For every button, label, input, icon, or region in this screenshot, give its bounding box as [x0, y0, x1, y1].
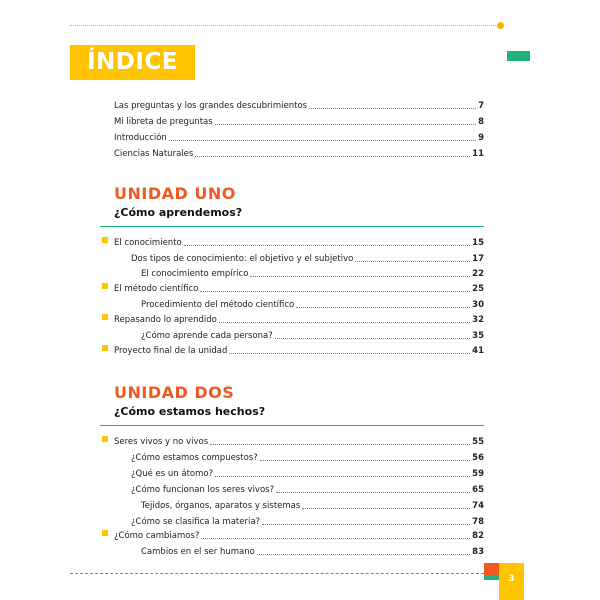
unit-one-rule [100, 226, 484, 227]
toc-entry-page: 17 [472, 254, 484, 264]
toc-subentry[interactable] [141, 265, 484, 279]
bullet-square [102, 436, 108, 442]
toc-entry-page: 22 [472, 269, 484, 279]
unit-one-subtitle: ¿Cómo aprendemos? [114, 206, 243, 219]
toc-entry[interactable] [114, 280, 484, 294]
dotted-leader [169, 140, 476, 141]
toc-subentry[interactable] [131, 465, 484, 479]
toc-entry[interactable] [114, 145, 484, 159]
toc-entry-page: 59 [472, 469, 484, 479]
toc-entry[interactable] [114, 311, 484, 325]
toc-entry-page: 25 [472, 284, 484, 294]
toc-entry-title: Ciencias Naturales [114, 149, 194, 159]
toc-entry-page: 56 [472, 453, 484, 463]
toc-subentry[interactable] [131, 449, 484, 463]
dotted-leader [276, 492, 470, 493]
dotted-leader [275, 338, 470, 339]
toc-entry-page: 41 [472, 346, 484, 356]
toc-entry-title: Mi libreta de preguntas [114, 117, 213, 127]
bullet-square [102, 314, 108, 320]
footer-orange-tab [484, 563, 499, 575]
dotted-leader [257, 554, 470, 555]
dotted-leader [302, 508, 470, 509]
dotted-leader [201, 538, 470, 539]
toc-entry-title: Procedimiento del método científico [141, 300, 295, 310]
toc-entry[interactable] [114, 433, 484, 447]
unit-two-subtitle: ¿Cómo estamos hechos? [114, 405, 266, 418]
toc-entry-title: Dos tipos de conocimiento: el objetivo y el subjetivo [131, 254, 354, 264]
dotted-leader [184, 245, 470, 246]
toc-entry[interactable] [114, 113, 484, 127]
bullet-square [102, 530, 108, 536]
toc-entry-page: 83 [472, 547, 484, 557]
top-rule-dot [497, 22, 504, 29]
toc-entry-title: Cambios en el ser humano [141, 547, 255, 557]
dotted-leader [210, 444, 470, 445]
toc-entry-page: 35 [472, 331, 484, 341]
toc-entry-title: ¿Cómo estamos compuestos? [131, 453, 258, 463]
toc-entry-page: 55 [472, 437, 484, 447]
toc-entry[interactable] [114, 234, 484, 248]
toc-subentry[interactable] [141, 327, 484, 341]
bullet-square [102, 283, 108, 289]
dotted-leader [260, 460, 470, 461]
dotted-leader [215, 124, 476, 125]
page-number: 3 [508, 574, 515, 584]
toc-entry-title: El método científico [114, 284, 199, 294]
dotted-leader [250, 276, 470, 277]
toc-entry-title: ¿Qué es un átomo? [131, 469, 214, 479]
toc-entry-title: Las preguntas y los grandes descubrimientos [114, 101, 308, 111]
toc-entry-title: Introducción [114, 133, 167, 143]
dotted-leader [296, 307, 470, 308]
toc-entry-title: ¿Cómo cambiamos? [114, 531, 200, 541]
dotted-leader [195, 156, 470, 157]
toc-entry-title: El conocimiento empírico [141, 269, 249, 279]
page-number-tab [499, 563, 524, 600]
toc-entry-page: 15 [472, 238, 484, 248]
toc-subentry[interactable] [141, 296, 484, 310]
dotted-leader [262, 524, 470, 525]
toc-subentry[interactable] [131, 481, 484, 495]
unit-one-title: UNIDAD UNO [114, 184, 236, 203]
index-banner [70, 45, 195, 80]
toc-entry-title: Tejidos, órganos, aparatos y sistemas [141, 501, 301, 511]
toc-entry-page: 9 [478, 133, 484, 143]
top-dotted-rule [70, 25, 498, 26]
dotted-leader [215, 476, 470, 477]
dotted-leader [219, 322, 470, 323]
index-title: ÍNDICE [86, 49, 179, 75]
toc-entry-page: 11 [472, 149, 484, 159]
bullet-square [102, 237, 108, 243]
bullet-square [102, 345, 108, 351]
unit-two-rule [100, 425, 484, 426]
toc-entry-title: ¿Cómo se clasifica la materia? [131, 517, 261, 527]
toc-entry-page: 30 [472, 300, 484, 310]
toc-entry-title: Repasando lo aprendido [114, 315, 217, 325]
toc-entry-page: 74 [472, 501, 484, 511]
dotted-leader [355, 261, 470, 262]
toc-subentry[interactable] [141, 543, 484, 557]
green-corner-tab [507, 51, 530, 61]
toc-entry-page: 7 [478, 101, 484, 111]
toc-entry-title: ¿Cómo aprende cada persona? [141, 331, 273, 341]
bottom-dashed-rule [70, 573, 484, 574]
toc-entry-page: 82 [472, 531, 484, 541]
toc-entry[interactable] [114, 129, 484, 143]
toc-subentry[interactable] [131, 250, 484, 264]
toc-entry-page: 78 [472, 517, 484, 527]
dotted-leader [309, 108, 476, 109]
toc-entry-title: Seres vivos y no vivos [114, 437, 209, 447]
toc-entry[interactable] [114, 342, 484, 356]
toc-entry-title: El conocimiento [114, 238, 182, 248]
toc-entry-page: 65 [472, 485, 484, 495]
dotted-leader [229, 353, 470, 354]
toc-entry[interactable] [114, 97, 484, 111]
toc-subentry[interactable] [131, 513, 484, 527]
toc-entry-page: 8 [478, 117, 484, 127]
toc-entry-title: Proyecto final de la unidad [114, 346, 228, 356]
toc-entry-title: ¿Cómo funcionan los seres vivos? [131, 485, 275, 495]
toc-subentry[interactable] [141, 497, 484, 511]
toc-entry-page: 32 [472, 315, 484, 325]
toc-entry[interactable] [114, 527, 484, 541]
unit-two-title: UNIDAD DOS [114, 383, 235, 402]
dotted-leader [200, 291, 470, 292]
